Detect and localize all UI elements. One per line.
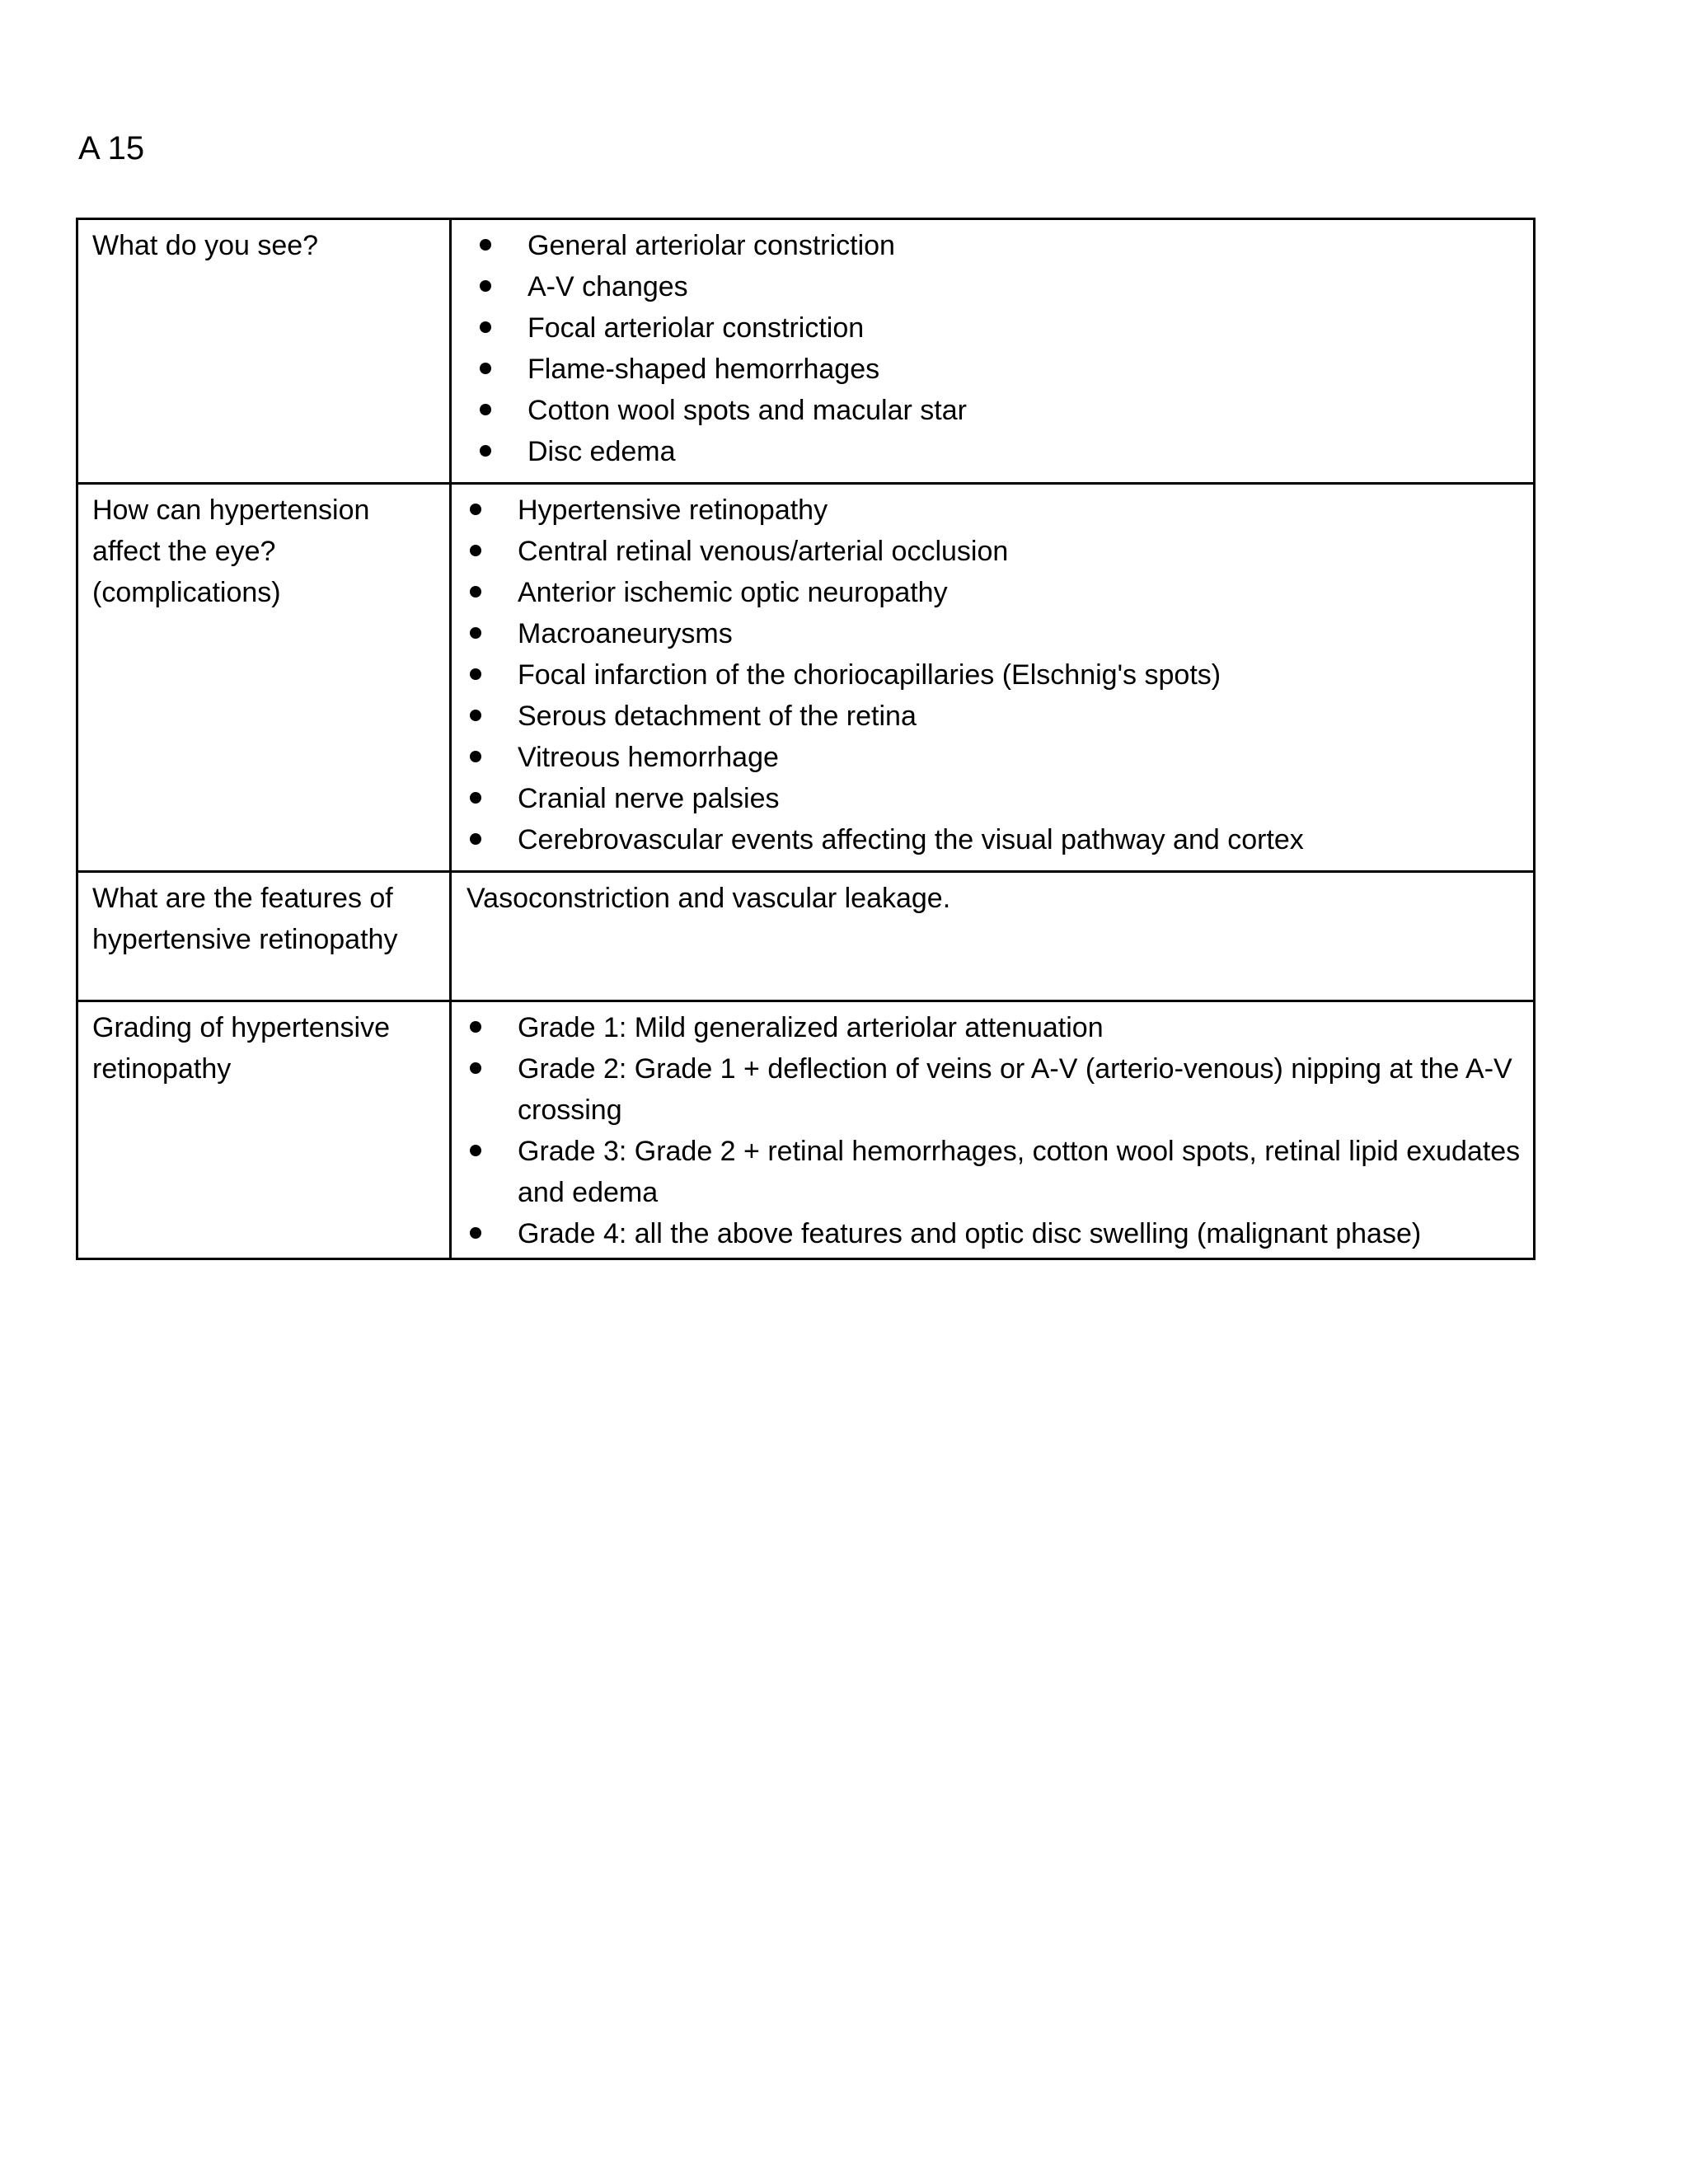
list-item bbox=[452, 390, 1522, 431]
list-item-text: General arteriolar constriction bbox=[528, 230, 895, 261]
table-row bbox=[77, 872, 1535, 1001]
list-item-text: Cranial nerve palsies bbox=[518, 783, 780, 814]
list-item bbox=[452, 613, 1522, 654]
list-item bbox=[452, 225, 1522, 266]
list-item bbox=[452, 819, 1522, 860]
list-item bbox=[452, 431, 1522, 472]
list-item-text: Cerebrovascular events affecting the visual pathway and cortex bbox=[518, 824, 1304, 855]
question-cell: How can hypertension affect the eye? (complications) bbox=[77, 484, 451, 872]
bullet-icon bbox=[480, 321, 491, 333]
bullet-icon bbox=[470, 833, 481, 845]
table-row bbox=[77, 1001, 1535, 1259]
list-item-text: Focal arteriolar constriction bbox=[528, 312, 865, 344]
list-item-text: Grade 4: all the above features and optic disc swelling (malignant phase) bbox=[518, 1218, 1422, 1249]
bullet-icon bbox=[470, 1062, 481, 1074]
bullet-icon bbox=[470, 751, 481, 762]
list-item-text: Grade 1: Mild generalized arteriolar attenuation bbox=[518, 1012, 1104, 1043]
list-item-text: Central retinal venous/arterial occlusion bbox=[518, 536, 1009, 567]
list-item bbox=[452, 654, 1522, 696]
bullet-icon bbox=[470, 1021, 481, 1033]
bullet-icon bbox=[470, 710, 481, 721]
list-item-text: Grade 3: Grade 2 + retinal hemorrhages, cotton wool spots, retinal lipid exudates and edema bbox=[518, 1136, 1521, 1208]
bullet-icon bbox=[470, 1227, 481, 1239]
list-item bbox=[452, 1048, 1522, 1131]
list-item bbox=[452, 349, 1522, 390]
bullet-icon bbox=[470, 627, 481, 639]
list-item bbox=[452, 737, 1522, 778]
list-item-text: Anterior ischemic optic neuropathy bbox=[518, 577, 948, 608]
bullet-icon bbox=[470, 668, 481, 680]
table-row bbox=[77, 484, 1535, 872]
list-item bbox=[452, 1131, 1522, 1213]
list-item bbox=[452, 696, 1522, 737]
bullet-icon bbox=[470, 504, 481, 515]
bullet-icon bbox=[470, 586, 481, 598]
list-item-text: A-V changes bbox=[528, 271, 688, 302]
bullet-icon bbox=[470, 1145, 481, 1156]
qa-table bbox=[76, 218, 1536, 1260]
list-item-text: Hypertensive retinopathy bbox=[518, 494, 828, 526]
list-item bbox=[452, 1213, 1522, 1254]
list-item-text: Flame-shaped hemorrhages bbox=[528, 354, 880, 385]
question-cell: Grading of hypertensive retinopathy bbox=[77, 1001, 451, 1259]
table-row bbox=[77, 219, 1535, 484]
list-item-text: Vitreous hemorrhage bbox=[518, 742, 779, 773]
answer-list bbox=[452, 490, 1522, 860]
list-item-text: Macroaneurysms bbox=[518, 618, 733, 649]
answer-cell bbox=[451, 1001, 1535, 1259]
list-item bbox=[452, 531, 1522, 572]
bullet-icon bbox=[470, 545, 481, 556]
question-cell: What do you see? bbox=[77, 219, 451, 484]
answer-list bbox=[452, 1007, 1522, 1254]
list-item-text: Disc edema bbox=[528, 436, 676, 467]
answer-cell: Vasoconstriction and vascular leakage. bbox=[451, 872, 1535, 1001]
question-cell: What are the features of hypertensive retinopathy bbox=[77, 872, 451, 1001]
page-heading: A 15 bbox=[78, 130, 145, 166]
list-item-text: Grade 2: Grade 1 + deflection of veins or A-V (arterio-venous) nipping at the A-V crossing bbox=[518, 1053, 1512, 1126]
list-item bbox=[452, 572, 1522, 613]
bullet-icon bbox=[480, 404, 491, 415]
bullet-icon bbox=[480, 280, 491, 292]
answer-cell bbox=[451, 484, 1535, 872]
answer-cell bbox=[451, 219, 1535, 484]
answer-list bbox=[452, 225, 1522, 472]
bullet-icon bbox=[480, 239, 491, 251]
bullet-icon bbox=[480, 363, 491, 374]
list-item-text: Serous detachment of the retina bbox=[518, 701, 917, 732]
bullet-icon bbox=[480, 445, 491, 457]
list-item bbox=[452, 266, 1522, 307]
list-item-text: Focal infarction of the choriocapillaries (Elschnig's spots) bbox=[518, 659, 1221, 691]
list-item bbox=[452, 1007, 1522, 1048]
list-item bbox=[452, 307, 1522, 349]
list-item bbox=[452, 778, 1522, 819]
list-item-text: Cotton wool spots and macular star bbox=[528, 395, 967, 426]
bullet-icon bbox=[470, 792, 481, 804]
list-item bbox=[452, 490, 1522, 531]
